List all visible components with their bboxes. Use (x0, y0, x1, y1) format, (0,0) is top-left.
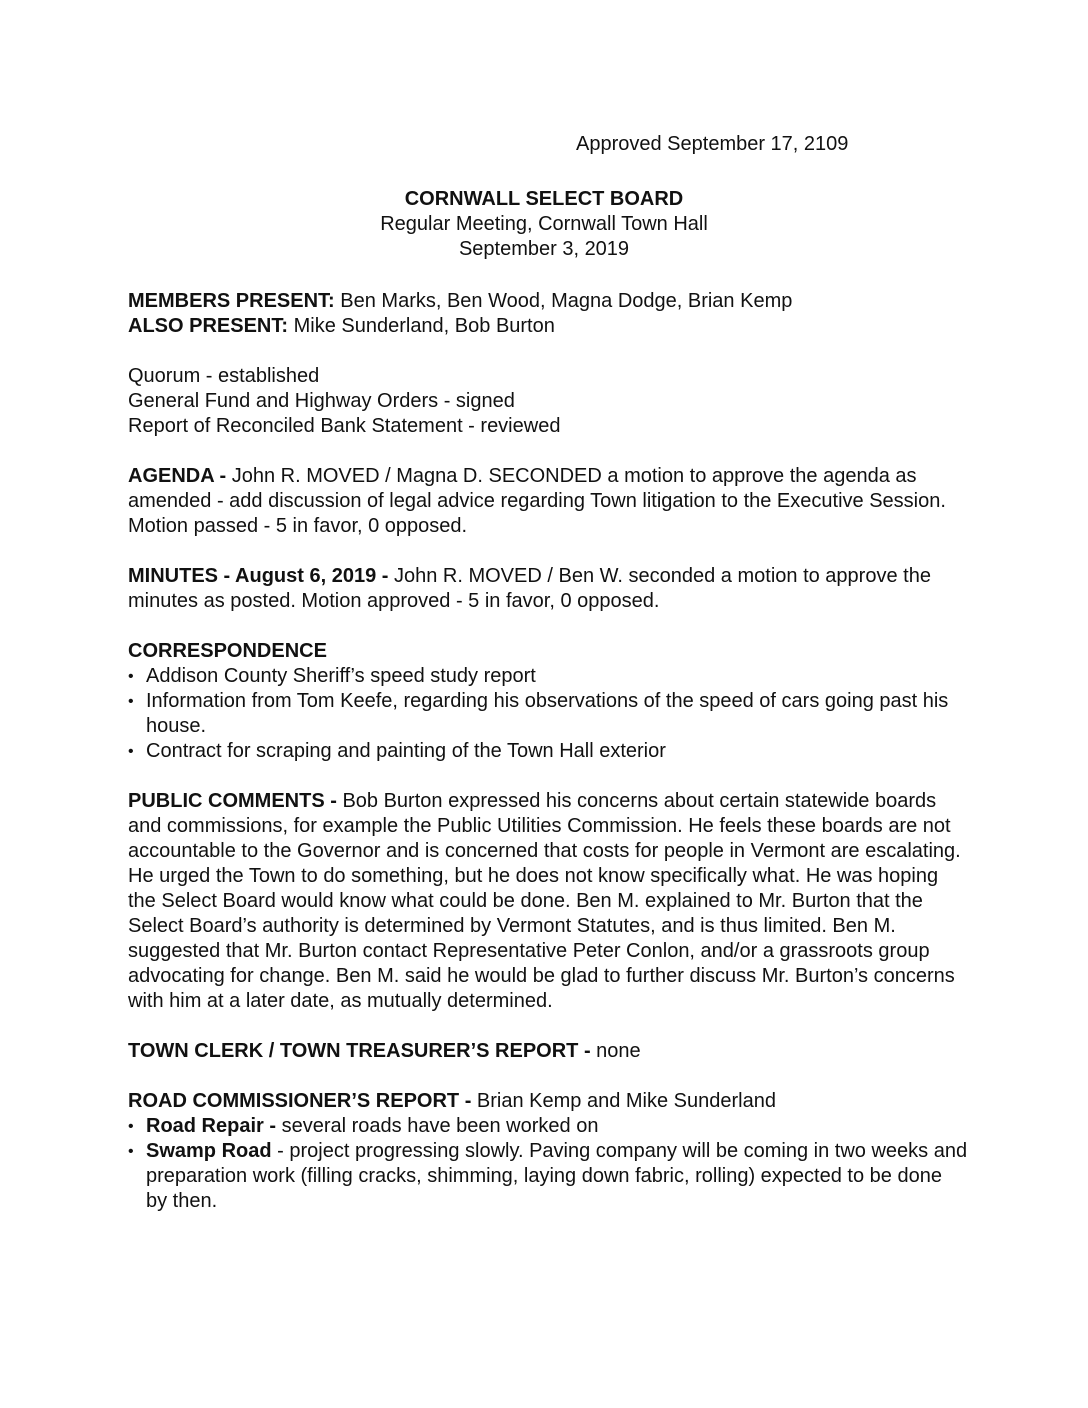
town-clerk-text: none (596, 1040, 641, 1062)
also-present-names: Mike Sunderland, Bob Burton (293, 315, 555, 337)
road-item-label: Road Repair - (146, 1115, 277, 1137)
list-item: • Contract for scraping and painting of the Town Hall exterior (128, 739, 968, 764)
road-report-text: Brian Kemp and Mike Sunderland (476, 1090, 776, 1112)
agenda-label: AGENDA - (128, 465, 227, 487)
correspondence-section (128, 639, 968, 764)
minutes-section (128, 564, 968, 614)
public-comments-text: Bob Burton expressed his concerns about certain statewide boards and commissions, for example the Public Utilities Commission. He feels these boards are not accountable to the Governor and is concerned that costs for people in Vermont are escalating. He urged the Town to do something, but he does not know specifically what. He was hoping the Select Board would know what could be done. Ben M. explained to Mr. Burton that the Select Board’s authority is determined by Vermont Statutes, and is thus limited. Ben M. suggested that Mr. Burton contact Representative Peter Conlon, and/or a grassroots group advocating for change. Ben M. said he would be glad to further discuss Mr. Burton’s concerns with him at a later date, as mutually determined. (128, 790, 961, 1012)
also-present-label: ALSO PRESENT: (128, 315, 289, 337)
correspondence-list (128, 664, 968, 764)
meeting-subtitle: Regular Meeting, Cornwall Town Hall (380, 213, 708, 235)
town-clerk-section (128, 1039, 968, 1064)
minutes-label: MINUTES - August 6, 2019 - (128, 565, 389, 587)
approval-line: Approved September 17, 2109 (576, 133, 849, 155)
members-present-line (128, 289, 968, 314)
minutes-body (128, 289, 968, 1214)
road-item-text: several roads have been worked on (281, 1115, 599, 1137)
public-comments-section (128, 789, 968, 1014)
agenda-section (128, 464, 968, 539)
bank-statement-line: Report of Reconciled Bank Statement - reviewed (128, 415, 561, 437)
correspondence-label: CORRESPONDENCE (128, 640, 327, 662)
members-present-names: Ben Marks, Ben Wood, Magna Dodge, Brian Kemp (340, 290, 793, 312)
minutes-text: John R. MOVED / Ben W. seconded a motion to approve the minutes as posted. Motion approved - 5 in favor, 0 opposed. (128, 565, 931, 612)
road-report-list (128, 1114, 968, 1214)
board-title: CORNWALL SELECT BOARD (404, 188, 684, 210)
members-present-label: MEMBERS PRESENT: (128, 290, 335, 312)
also-present-line (128, 314, 968, 339)
meeting-date: September 3, 2019 (458, 238, 630, 260)
list-item (128, 1139, 968, 1214)
orders-line: General Fund and Highway Orders - signed (128, 390, 515, 412)
document-header (300, 187, 788, 262)
road-item-label: Swamp Road (146, 1140, 272, 1162)
road-item-text: - project progressing slowly. Paving company will be coming in two weeks and preparation work (filling cracks, shimming, laying down fabric, rolling) expected to be done by then. (146, 1140, 968, 1212)
road-report-section (128, 1089, 968, 1214)
list-item: • Addison County Sheriff’s speed study report (128, 664, 968, 689)
list-item: • Information from Tom Keefe, regarding his observations of the speed of cars going past his house. (128, 689, 968, 739)
quorum-line: Quorum - established (128, 365, 320, 387)
road-report-label: ROAD COMMISSIONER’S REPORT - (128, 1090, 472, 1112)
town-clerk-label: TOWN CLERK / TOWN TREASURER’S REPORT - (128, 1040, 591, 1062)
agenda-text: John R. MOVED / Magna D. SECONDED a motion to approve the agenda as amended - add discussion of legal advice regarding Town litigation to the Executive Session. Motion passed - 5 in favor, 0 opposed. (128, 465, 946, 537)
public-comments-label: PUBLIC COMMENTS - (128, 790, 337, 812)
list-item (128, 1114, 968, 1139)
